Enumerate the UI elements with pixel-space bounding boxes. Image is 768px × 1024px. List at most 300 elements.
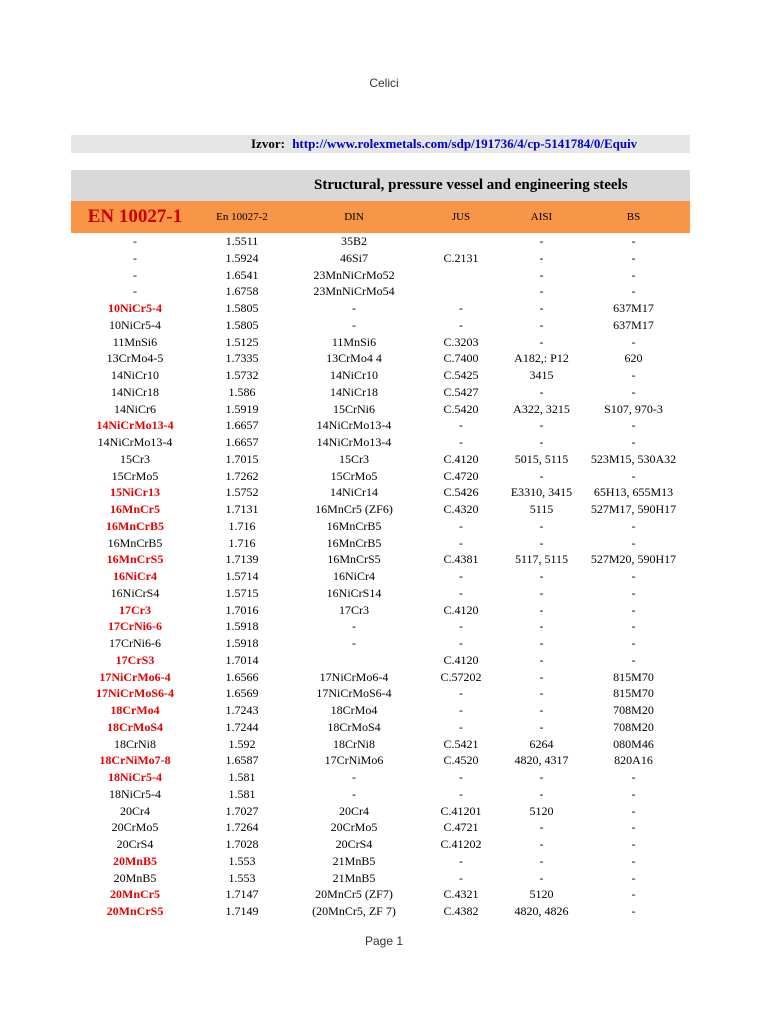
cell-bs: 637M17 (613, 317, 654, 332)
cell-jus: C.41202 (440, 837, 482, 851)
cell-en10027-2: 1.5805 (225, 317, 259, 332)
cell-aisi: - (539, 703, 544, 717)
table-row (71, 568, 690, 585)
table-row (71, 384, 690, 401)
cell-en10027-2: 1.5919 (225, 401, 259, 416)
cell-en10027-2: 1.592 (228, 736, 256, 751)
cell-aisi: 5015, 5115 (514, 451, 569, 466)
cell-bs: - (631, 887, 636, 902)
cell-bs: - (631, 820, 636, 835)
cell-en10027-1: 15NiCr13 (110, 485, 160, 500)
cell-en10027-1: 16NiCr4 (113, 569, 157, 583)
cell-din: - (352, 636, 356, 650)
cell-en10027-1: 17CrS3 (115, 652, 155, 667)
cell-aisi: - (539, 301, 544, 315)
table-row (71, 618, 690, 635)
cell-jus: - (459, 535, 463, 550)
table-row (71, 283, 690, 300)
cell-din: 20Cr4 (339, 803, 369, 818)
cell-aisi: - (539, 334, 544, 349)
cell-aisi: 5117, 5115 (514, 552, 569, 567)
table-row (71, 602, 690, 619)
cell-aisi: 4820, 4826 (514, 904, 569, 918)
cell-aisi: 4820, 4317 (514, 753, 569, 768)
table-row (71, 685, 690, 702)
cell-en10027-2: 1.5715 (225, 585, 259, 600)
cell-en10027-1: 14NiCrMo13-4 (96, 418, 174, 433)
cell-bs: - (631, 267, 636, 282)
cell-din: 15CrMo5 (330, 468, 378, 483)
table-row (71, 484, 690, 501)
cell-din: 20MnCr5 (ZF7) (315, 887, 393, 902)
cell-jus: C.7400 (443, 351, 479, 366)
cell-jus: C.4120 (443, 602, 479, 617)
cell-aisi: A322, 3215 (513, 401, 570, 416)
cell-jus: C.2131 (443, 250, 479, 265)
cell-jus: - (459, 853, 463, 868)
cell-en10027-1: 17CrNi6-6 (109, 636, 161, 650)
cell-jus: C.4382 (443, 904, 479, 918)
cell-en10027-1: 14NiCr10 (111, 368, 159, 382)
source-line (251, 135, 637, 153)
cell-din: 15Cr3 (339, 451, 369, 466)
cell-aisi: - (539, 585, 544, 600)
cell-din: 21MnB5 (332, 870, 376, 885)
cell-aisi: A182,: P12 (514, 351, 569, 366)
cell-jus: C.3203 (443, 334, 479, 349)
cell-en10027-1: 17NiCrMo6-4 (99, 669, 171, 684)
cell-jus: - (459, 870, 463, 885)
cell-aisi: - (539, 652, 544, 667)
cell-en10027-1: 16MnCrB5 (107, 535, 163, 550)
cell-en10027-2: 1.581 (228, 786, 256, 801)
cell-jus: C.5420 (443, 401, 479, 416)
cell-bs: - (631, 619, 636, 634)
cell-aisi: E3310, 3415 (510, 485, 573, 500)
table-row (71, 451, 690, 468)
cell-aisi: - (539, 853, 544, 868)
cell-aisi: - (539, 820, 544, 835)
header-en10027-1-label: EN 10027-1 (87, 206, 183, 227)
cell-bs: 527M17, 590H17 (590, 502, 677, 516)
table-row (71, 417, 690, 434)
cell-bs: 080M46 (613, 736, 654, 751)
cell-en10027-1: 15CrMo5 (111, 468, 159, 483)
cell-din: 17Cr3 (339, 602, 369, 617)
cell-jus: - (459, 619, 463, 634)
cell-bs: - (631, 853, 636, 868)
cell-aisi: - (539, 870, 544, 885)
cell-bs: - (631, 418, 636, 433)
cell-aisi: - (539, 837, 544, 851)
cell-en10027-2: 1.6657 (225, 418, 259, 433)
cell-en10027-2: 1.7147 (225, 887, 259, 902)
cell-en10027-2: 1.6541 (225, 267, 259, 282)
table-row (71, 233, 690, 250)
cell-bs: - (631, 803, 636, 818)
cell-din: 11MnSi6 (331, 334, 377, 349)
cell-bs: - (631, 384, 636, 399)
cell-din: 17NiCrMoS6-4 (316, 686, 392, 701)
sheet-name: Celici (369, 76, 399, 90)
cell-jus: C.4320 (443, 502, 479, 516)
cell-aisi: - (539, 384, 544, 399)
cell-bs: S107, 970-3 (604, 401, 663, 416)
cell-bs: 65H13, 655M13 (593, 485, 674, 500)
header-en10027-1 (71, 201, 211, 233)
cell-din: 14NiCr14 (330, 485, 378, 500)
cell-din: - (352, 770, 356, 784)
cell-bs: - (631, 234, 636, 248)
cell-en10027-2: 1.6657 (225, 435, 259, 449)
table-row (71, 736, 690, 753)
cell-jus: - (459, 301, 463, 315)
cell-bs: - (631, 652, 636, 667)
cell-en10027-2: 1.716 (228, 535, 256, 550)
cell-en10027-1: 18NiCr5-4 (109, 786, 161, 801)
cell-en10027-1: 11MnSi6 (112, 334, 158, 349)
cell-bs: - (631, 786, 636, 801)
cell-en10027-1: 20MnCr5 (110, 887, 160, 902)
cell-en10027-2: 1.7139 (225, 552, 259, 567)
cell-bs: - (631, 518, 636, 533)
cell-en10027-2: 1.553 (228, 853, 256, 868)
cell-bs: - (631, 569, 636, 583)
cell-bs: - (631, 837, 636, 851)
cell-jus: C.5427 (443, 384, 479, 399)
cell-aisi: 5115 (529, 502, 554, 516)
table-title: Structural, pressure vessel and engineering steels (314, 177, 628, 193)
cell-en10027-1: 20MnB5 (113, 870, 157, 885)
cell-en10027-1: 18CrMoS4 (107, 719, 163, 734)
cell-aisi: - (539, 770, 544, 784)
table-row (71, 635, 690, 652)
cell-en10027-1: - (133, 284, 137, 299)
cell-din: 16MnCrB5 (326, 535, 382, 550)
cell-en10027-1: 18NiCr5-4 (108, 770, 162, 784)
cell-din: - (352, 317, 356, 332)
table-row (71, 870, 690, 887)
cell-din: 16MnCrS5 (327, 552, 381, 567)
cell-aisi: - (539, 786, 544, 801)
cell-en10027-1: 20Cr4 (120, 803, 150, 818)
cell-din: 20CrMo5 (330, 820, 378, 835)
cell-en10027-2: 1.5714 (225, 569, 259, 583)
table-row (71, 501, 690, 518)
cell-aisi: - (539, 535, 544, 550)
table-row (71, 719, 690, 736)
cell-din: - (352, 786, 356, 801)
cell-en10027-1: 16NiCrS4 (110, 585, 160, 600)
cell-jus: C.4520 (443, 753, 479, 768)
cell-en10027-1: 17Cr3 (119, 602, 151, 617)
cell-en10027-1: 10NiCr5-4 (108, 301, 162, 315)
cell-din: 18CrNi8 (333, 736, 375, 751)
table-row (71, 786, 690, 803)
cell-din: 18CrMo4 (330, 703, 378, 717)
cell-aisi: 3415 (529, 368, 554, 382)
cell-jus: - (459, 636, 463, 650)
cell-bs: - (631, 250, 636, 265)
cell-bs: - (631, 468, 636, 483)
cell-en10027-1: - (133, 267, 137, 282)
cell-en10027-1: 20CrMo5 (111, 820, 159, 835)
cell-aisi: 5120 (529, 887, 554, 902)
cell-din: - (352, 301, 356, 315)
cell-din: 15CrNi6 (333, 401, 375, 416)
cell-jus: C.4321 (443, 887, 479, 902)
table-row (71, 853, 690, 870)
cell-en10027-1: 14NiCr6 (114, 401, 156, 416)
cell-din: 46Si7 (339, 250, 368, 265)
cell-en10027-2: 1.5924 (225, 250, 259, 265)
cell-en10027-1: 14NiCr18 (111, 384, 159, 399)
table-row (71, 367, 690, 384)
cell-en10027-1: 20MnCrS5 (106, 904, 164, 918)
cell-aisi: 6264 (529, 736, 554, 751)
cell-aisi: - (539, 250, 544, 265)
table-row (71, 267, 690, 284)
table-row (71, 669, 690, 686)
cell-bs: - (631, 368, 636, 382)
cell-jus: - (459, 786, 463, 801)
cell-din: 13CrMo4 4 (326, 351, 382, 366)
cell-bs: 527M20, 590H17 (590, 552, 677, 567)
cell-bs: 820A16 (614, 753, 653, 768)
cell-din: 35B2 (340, 234, 367, 248)
source-link[interactable]: http://www.rolexmetals.com/sdp/191736/4/cp-5141784/0/Equiv (292, 136, 638, 151)
cell-jus: C.5426 (443, 485, 479, 500)
table-header-row (71, 201, 690, 233)
cell-din: 16NiCrS14 (326, 585, 382, 600)
table-row (71, 752, 690, 769)
header-din: DIN (344, 211, 364, 223)
cell-en10027-2: 1.6566 (225, 669, 259, 684)
cell-en10027-2: 1.7149 (225, 904, 259, 918)
cell-aisi: - (539, 317, 544, 332)
table-row (71, 434, 690, 451)
table-row (71, 652, 690, 669)
table-row (71, 300, 690, 317)
cell-din: 17NiCrMo6-4 (319, 669, 389, 684)
cell-jus: C.4720 (443, 468, 479, 483)
cell-en10027-2: 1.7014 (225, 652, 259, 667)
cell-din: 16MnCr5 (ZF6) (315, 502, 393, 516)
table-row (71, 401, 690, 418)
cell-en10027-1: 16MnCrS5 (106, 552, 164, 567)
cell-en10027-2: 1.581 (228, 770, 256, 784)
cell-en10027-2: 1.7243 (225, 703, 259, 717)
cell-bs: 708M20 (613, 719, 654, 734)
cell-din: 14NiCr10 (330, 368, 378, 382)
table-row (71, 903, 690, 920)
table-row (71, 702, 690, 719)
table-row (71, 317, 690, 334)
cell-din: 14NiCrMo13-4 (316, 418, 392, 433)
cell-jus: C.4120 (443, 451, 479, 466)
table-row (71, 803, 690, 820)
cell-din: 14NiCrMo13-4 (316, 435, 392, 449)
cell-en10027-1: 18CrNi8 (114, 736, 156, 751)
cell-en10027-1: - (133, 234, 137, 248)
cell-en10027-2: 1.5125 (225, 334, 259, 349)
cell-en10027-1: 16MnCr5 (110, 502, 160, 516)
cell-en10027-2: 1.6569 (225, 686, 259, 701)
cell-jus: - (459, 518, 463, 533)
table-row (71, 535, 690, 552)
cell-jus: C.5425 (443, 368, 479, 382)
cell-bs: 815M70 (613, 669, 654, 684)
table-row (71, 468, 690, 485)
cell-jus: - (459, 719, 463, 734)
source-bar (71, 135, 690, 153)
cell-jus: C.5421 (443, 736, 479, 751)
header-aisi: AISI (530, 211, 553, 223)
cell-en10027-1: 15Cr3 (120, 451, 150, 466)
cell-din: 17CrNiMo6 (324, 753, 384, 768)
cell-en10027-1: 20CrS4 (116, 837, 154, 851)
cell-bs: - (631, 870, 636, 885)
cell-en10027-2: 1.7264 (225, 820, 259, 835)
cell-aisi: - (539, 518, 544, 533)
cell-jus: C.57202 (440, 669, 482, 684)
table-row (71, 518, 690, 535)
table-title-bar (71, 170, 690, 201)
cell-bs: - (631, 585, 636, 600)
cell-en10027-1: 13CrMo4-5 (106, 351, 164, 366)
cell-din: (20MnCr5, ZF 7) (312, 904, 396, 918)
cell-aisi: - (539, 418, 544, 433)
cell-bs: - (631, 904, 636, 918)
cell-bs: 815M70 (613, 686, 654, 701)
cell-jus: C.4381 (443, 552, 479, 567)
cell-en10027-2: 1.7244 (225, 719, 259, 734)
cell-en10027-2: 1.5805 (225, 301, 259, 315)
cell-jus: C.4721 (443, 820, 479, 835)
table-row (71, 585, 690, 602)
header-jus: JUS (451, 211, 471, 223)
cell-din: 16NiCr4 (333, 569, 375, 583)
cell-jus: - (459, 317, 463, 332)
cell-aisi: - (539, 435, 544, 449)
cell-din: 23MnNiCrMo52 (313, 267, 395, 282)
cell-en10027-1: 18CrMo4 (110, 703, 160, 717)
cell-en10027-2: 1.7131 (225, 502, 259, 516)
cell-bs: - (631, 284, 636, 299)
table-row (71, 334, 690, 351)
cell-din: 21MnB5 (332, 853, 376, 868)
cell-bs: - (631, 535, 636, 550)
cell-din: 20CrS4 (335, 837, 373, 851)
cell-aisi: - (539, 686, 544, 701)
cell-aisi: - (539, 719, 544, 734)
cell-en10027-1: - (133, 250, 137, 265)
table-body (71, 233, 690, 920)
table-row (71, 551, 690, 568)
cell-aisi: - (539, 284, 544, 299)
cell-bs: - (631, 770, 636, 784)
cell-din: 16MnCrB5 (326, 518, 382, 533)
table-row (71, 836, 690, 853)
cell-aisi: 5120 (529, 803, 554, 818)
cell-en10027-2: 1.7028 (225, 837, 259, 851)
cell-aisi: - (539, 619, 544, 634)
cell-jus: - (459, 686, 463, 701)
cell-bs: - (631, 334, 636, 349)
header-bs: BS (626, 211, 641, 223)
source-label: Izvor: (251, 136, 285, 151)
cell-aisi: - (539, 569, 544, 583)
cell-bs: 523M15, 530A32 (590, 451, 677, 466)
cell-en10027-1: 10NiCr5-4 (109, 317, 161, 332)
cell-en10027-2: 1.5732 (225, 368, 259, 382)
cell-en10027-2: 1.7027 (225, 803, 259, 818)
cell-jus: C.4120 (443, 652, 479, 667)
cell-aisi: - (539, 669, 544, 684)
cell-jus: - (459, 585, 463, 600)
cell-en10027-2: 1.6758 (225, 284, 259, 299)
cell-en10027-2: 1.7262 (225, 468, 259, 483)
cell-en10027-2: 1.5511 (225, 234, 259, 248)
cell-aisi: - (539, 267, 544, 282)
table-row (71, 819, 690, 836)
header-en10027-2: En 10027-2 (216, 211, 268, 223)
cell-en10027-2: 1.5918 (225, 636, 259, 650)
cell-en10027-1: 17CrNi6-6 (108, 619, 162, 634)
cell-din: 23MnNiCrMo54 (313, 284, 395, 299)
page-footer: Page 1 (364, 934, 404, 948)
cell-bs: 708M20 (613, 703, 654, 717)
cell-din: - (352, 619, 356, 634)
cell-bs: 620 (624, 351, 643, 366)
cell-jus: C.41201 (440, 803, 482, 818)
cell-en10027-1: 16MnCrB5 (106, 518, 164, 533)
cell-din: 14NiCr18 (330, 384, 378, 399)
table-row (71, 769, 690, 786)
cell-aisi: - (539, 602, 544, 617)
cell-en10027-2: 1.5752 (225, 485, 259, 500)
cell-jus: - (459, 703, 463, 717)
cell-din: 18CrMoS4 (327, 719, 381, 734)
cell-en10027-2: 1.7015 (225, 451, 259, 466)
table-row (71, 250, 690, 267)
cell-en10027-2: 1.716 (228, 518, 256, 533)
cell-bs: 637M17 (613, 301, 654, 315)
table-row (71, 350, 690, 367)
cell-en10027-2: 1.7016 (225, 602, 259, 617)
cell-aisi: - (539, 468, 544, 483)
cell-en10027-1: 17NiCrMoS6-4 (96, 686, 174, 701)
cell-en10027-2: 1.586 (228, 384, 256, 399)
cell-aisi: - (539, 636, 544, 650)
cell-bs: - (631, 602, 636, 617)
cell-en10027-1: 18CrNiMo7-8 (99, 753, 171, 768)
cell-jus: - (459, 569, 463, 583)
cell-aisi: - (539, 234, 544, 248)
cell-bs: - (631, 636, 636, 650)
cell-jus: - (459, 770, 463, 784)
table-row (71, 886, 690, 903)
cell-bs: - (631, 435, 636, 449)
cell-en10027-1: 20MnB5 (112, 853, 157, 868)
cell-en10027-1: 14NiCrMo13-4 (97, 435, 173, 449)
cell-en10027-2: 1.553 (228, 870, 256, 885)
cell-jus: - (459, 435, 463, 449)
cell-en10027-2: 1.7335 (225, 351, 259, 366)
cell-en10027-2: 1.6587 (225, 753, 259, 768)
cell-jus: - (459, 418, 463, 433)
cell-en10027-2: 1.5918 (225, 619, 259, 634)
